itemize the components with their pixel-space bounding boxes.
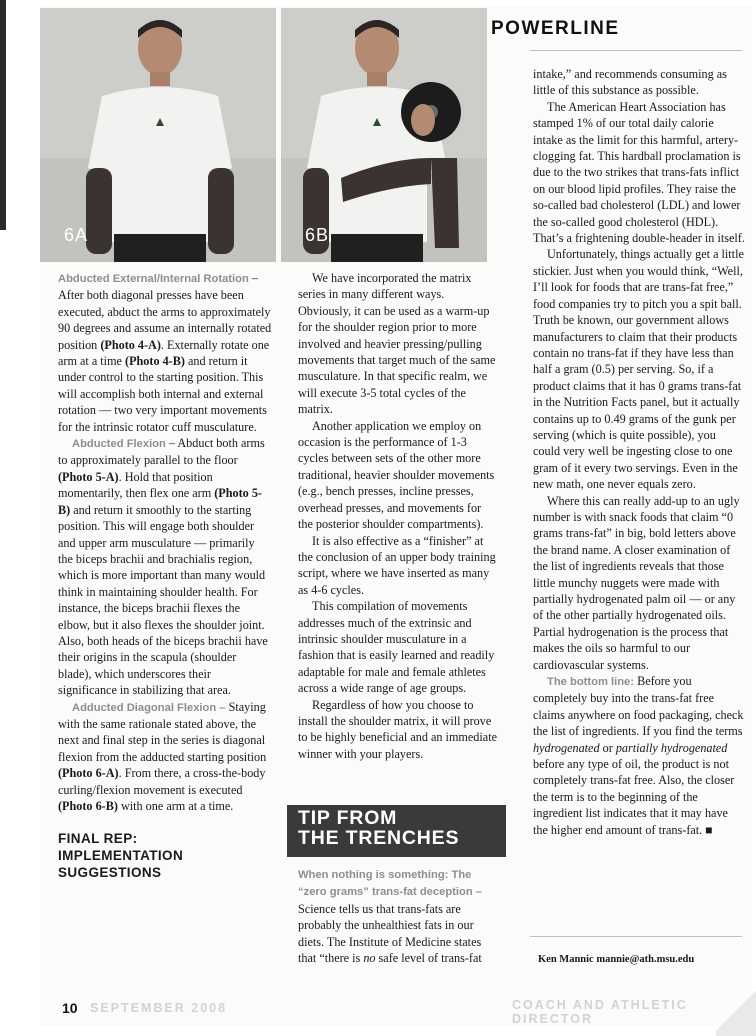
subhead-dash: – xyxy=(216,701,226,714)
text: or xyxy=(599,740,616,755)
photo-ref: (Photo 4-B) xyxy=(125,354,185,369)
photo-ref: (Photo 5-A) xyxy=(58,469,119,484)
paragraph: We have incorporated the matrix series in many different ways. Obviously, it can be used as a warm-up for the shoulder region prior to more involved and heavier pressing/pulling movements that target much of the same musculature. In that specific realm, we will execute 3-5 total cycles of the matrix. xyxy=(298,271,496,417)
issue-date: SEPTEMBER 2008 xyxy=(90,1001,228,1015)
end-mark: ■ xyxy=(702,822,713,837)
text: . Externally rotate one arm at a time xyxy=(58,337,270,369)
paragraph: Unfortunately, things actually get a little stickier. Just when you would think, “Well, I’ll look for foods that are trans-fat free,” food companies try to pitch you a spit ball. Truth be known, our government allows manufacturers to claim that their products contain no trans-fat if they have less than half a gram (0.5) per serving. So, if a product claims that it has 0 grams trans-fat in the Nutrition Facts panel, but it actually contains up to 0.49 grams of the gunk per serving (which is quite possible), you could very well be ingesting close to one gram of it every two servings. Even in the new math, one never equals zero. xyxy=(533,247,744,492)
final-rep-heading xyxy=(58,830,272,881)
paragraph: The American Heart Association has stamped 1% of our total daily calorie intake as the limit for this harmful, artery-clogging fat. This hardball proclamation is due to the two strikes that trans-fats inflict on our blood lipid profiles. They raise the so-called bad cholesterol (LDL) and lower the so-called good cholesterol (HDL). That’s a frightening double-header in itself. xyxy=(533,99,745,246)
photo-label-6b: 6B xyxy=(305,225,330,245)
section-title: POWERLINE xyxy=(491,18,620,39)
magazine-name: COACH AND ATHLETIC DIRECTOR xyxy=(512,998,688,1026)
page-corner-fold xyxy=(716,986,756,1036)
paragraph-abducted-flexion xyxy=(58,435,272,699)
text: – Abduct both arms to approximately parallel to the floor xyxy=(58,436,265,468)
text: . Hold that position momentarily, then flex one arm xyxy=(58,469,215,501)
photo-ref: (Photo 6-B) xyxy=(58,799,118,813)
photo-label-6a: 6A xyxy=(64,225,89,245)
subhead-abducted-rotation: Abducted External/Internal Rotation xyxy=(58,273,249,285)
paragraph: intake,” and recommends consuming as little of this substance as possible. xyxy=(533,67,727,98)
byline-rule xyxy=(530,936,742,937)
subhead-adducted-diagonal: Adducted Diagonal Flexion xyxy=(72,701,217,714)
tip-banner-title xyxy=(298,808,498,848)
paragraph-abducted-rotation xyxy=(58,270,272,435)
text: safe level of trans-fat xyxy=(375,951,482,966)
paragraph: Where this can really add-up to an ugly number is with snack foods that claim “0 grams trans-fat” in big, bold letters above the brand name. A closer examination of the list of ingredients reveals that those little munchy nuggets were made with partially hydrogenated palm oil — or any of the other partially hydrogenated oils. Partial hydrogenation is the process that makes the oils so harmful to our cardiovascular systems. xyxy=(533,493,740,672)
paragraph: This compilation of movements addresses much of the extrinsic and intrinsic shoulder musculature in a fashion that is easily learned and readily adaptable for male and female athletes across a wide range of age groups. xyxy=(298,599,495,696)
photo-6a xyxy=(40,8,276,262)
text: – After both diagonal presses have been executed, abduct the arms to approximately 90 degrees and assume an internally rotated position xyxy=(58,271,272,352)
photo-6b xyxy=(281,8,487,262)
paragraph: It is also effective as a “finisher” at the conclusion of an upper body training script, where we have inserted as many as 4-6 cycles. xyxy=(298,533,496,597)
byline: Ken Mannic mannie@ath.msu.edu xyxy=(538,954,695,965)
final-heading-line: SUGGESTIONS xyxy=(58,865,162,881)
paragraph: Regardless of how you choose to install the shoulder matrix, it will prove to be highly beneficial and an immediate winner with your players. xyxy=(298,697,497,761)
paragraph: Another application we employ on occasion is the performance of 1-3 cycles between sets of the other more traditional, heavier shoulder movements (e.g., bench presses, incline presses, overhead presses, and movements for the posterior shoulder compartments). xyxy=(298,418,495,532)
text: and return it smoothly to the starting position. This will engage both shoulder and upper arm musculature — primarily the biceps brachii and brachialis region, which is more important than many would think in maintaining shoulder health. For instance, the biceps brachii flexes the elbow, but it also flexes the shoulder joint. Also, both heads of the biceps brachii have their origins in the scapula (shoulder blade), which underscores their significance in stabilizing that area. xyxy=(58,502,268,698)
text: before any type of oil, the product is not completely trans-fat free. Also, the closer the term is to the beginning of the ingredient list indicates that it may have the higher end amount of trans-fat. xyxy=(533,757,735,837)
athlete-6a-figure xyxy=(40,8,276,262)
tip-title-line: TIP FROM xyxy=(298,807,398,829)
text: Before you completely buy into the trans-fat free claims anywhere on food packaging, check the list of ingredients. If you find the terms xyxy=(533,674,744,739)
tip-subhead: When nothing is something: The “zero grams” trans-fat deception – xyxy=(298,869,483,899)
paragraph-adducted-diagonal xyxy=(58,699,272,815)
column-2 xyxy=(298,270,498,762)
final-heading-line: IMPLEMENTATION xyxy=(58,848,184,864)
subhead-bottom-line: The bottom line: xyxy=(547,676,635,689)
paragraph-bottom-line xyxy=(533,673,745,838)
emphasis: no xyxy=(363,951,376,966)
page-edge-shadow xyxy=(0,0,6,230)
text: Staying with the same rationale stated above, the next and final step in the series is diagonal flexion from the adducted starting position xyxy=(58,699,267,764)
photo-ref: (Photo 4-A) xyxy=(100,337,161,352)
header-rule xyxy=(530,50,742,51)
emphasis: partially hydrogenated xyxy=(615,740,728,755)
text: . From there, a cross-the-body curling/flexion movement is executed xyxy=(58,766,266,797)
tip-body xyxy=(298,866,498,966)
photo-ref: (Photo 5-B) xyxy=(58,486,262,517)
text: Science tells us that trans-fats are probably the unhealthiest fats in our diets. The Institute of Medicine states that “there is xyxy=(298,901,482,966)
text: and return it under control to the starting position. This will accomplish both internal and external rotation — two very important movements for the intrinsic rotator cuff musculature. xyxy=(58,354,267,434)
tip-paragraph xyxy=(298,866,498,966)
subhead-abducted-flexion: Abducted Flexion xyxy=(72,438,166,451)
photo-ref: (Photo 6-A) xyxy=(58,766,119,781)
athlete-6b-figure xyxy=(281,8,487,262)
page-number: 10 xyxy=(62,1000,78,1016)
column-3 xyxy=(533,66,745,838)
tip-title-line: THE TRENCHES xyxy=(298,827,460,849)
final-heading-line: FINAL REP: xyxy=(58,831,138,847)
text: with one arm at a time. xyxy=(117,799,234,813)
column-1 xyxy=(58,270,272,881)
emphasis: hydrogenated xyxy=(533,740,600,755)
